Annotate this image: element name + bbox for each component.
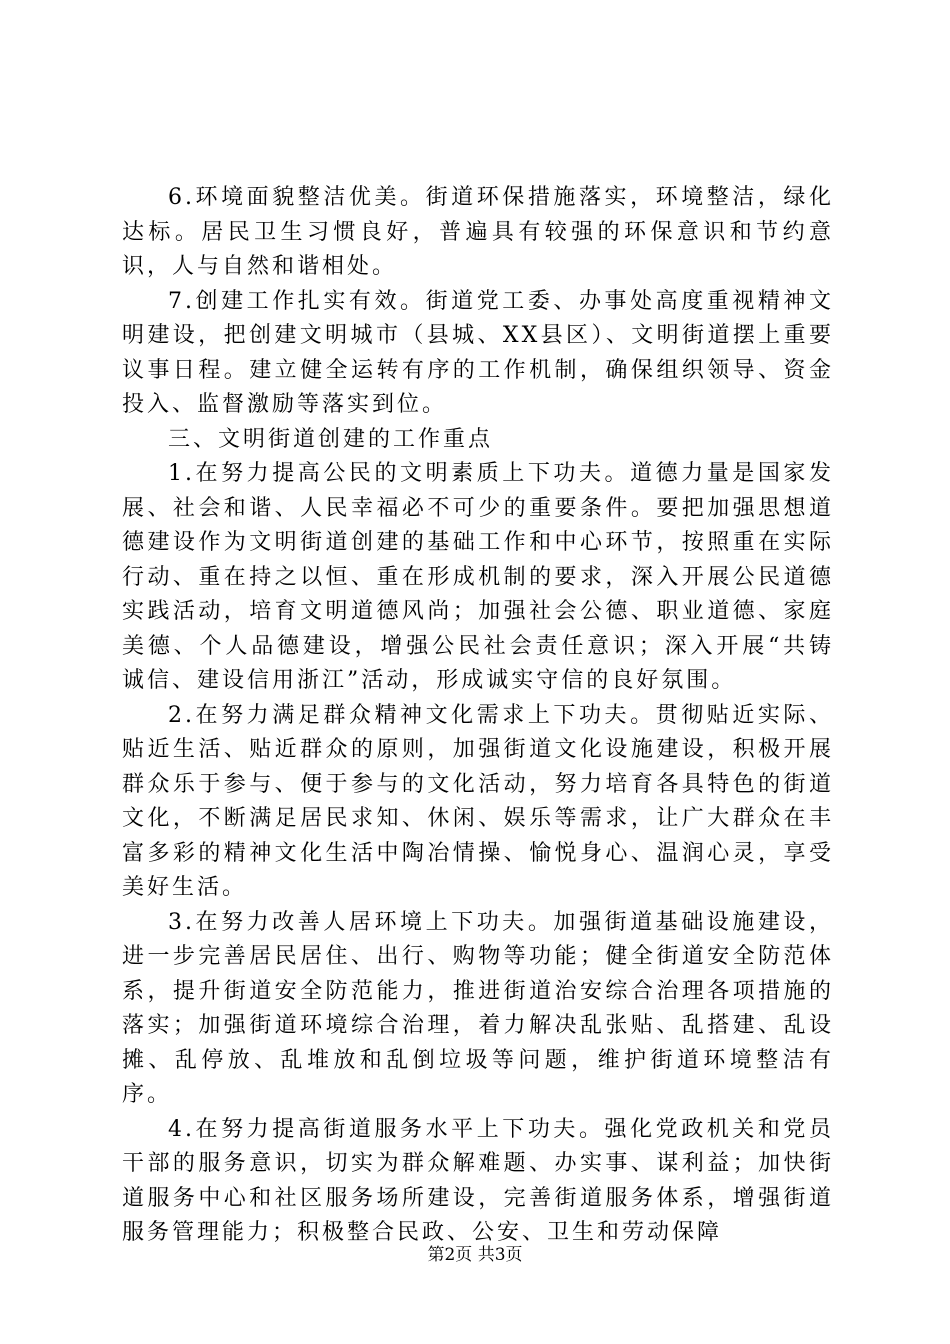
- paragraph-point-3: 3.在努力改善人居环境上下功夫。加强街道基础设施建设，进一步完善居民居住、出行、购物等功能；健全街道安全防范体系，提升街道安全防范能力，推进街道治安综合治理各项措施的落实；加强街道环境综合治理，着力解决乱张贴、乱搭建、乱设摊、乱停放、乱堆放和乱倒垃圾等问题，维护街道环境整洁有序。: [122, 909, 834, 1107]
- paragraph-point-1: 1.在努力提高公民的文明素质上下功夫。道德力量是国家发展、社会和谐、人民幸福必不可少的重要条件。要把加强思想道德建设作为文明街道创建的基础工作和中心环节，按照重在实际行动、重在持之以恒、重在形成机制的要求，深入开展公民道德实践活动，培育文明道德风尚；加强社会公德、职业道德、家庭美德、个人品德建设，增强公民社会责任意识；深入开展“共铸诚信、建设信用浙江”活动，形成诚实守信的良好氛围。: [122, 461, 834, 693]
- paragraph-point-4: 4.在努力提高街道服务水平上下功夫。强化党政机关和党员干部的服务意识，切实为群众解难题、办实事、谋利益；加快街道服务中心和社区服务场所建设，完善街道服务体系，增强街道服务管理能力；积极整合民政、公安、卫生和劳动保障: [122, 1116, 834, 1245]
- paragraph-item-7: 7.创建工作扎实有效。街道党工委、办事处高度重视精神文明建设，把创建文明城市（县城、XX县区）、文明街道摆上重要议事日程。建立健全运转有序的工作机制，确保组织领导、资金投入、监督激励等落实到位。: [122, 288, 834, 417]
- paragraph-point-2: 2.在努力满足群众精神文化需求上下功夫。贯彻贴近实际、贴近生活、贴近群众的原则，加强街道文化设施建设，积极开展群众乐于参与、便于参与的文化活动，努力培育各具特色的街道文化，不断满足居民求知、休闲、娱乐等需求，让广大群众在丰富多彩的精神文化生活中陶冶情操、愉悦身心、温润心灵，享受美好生活。: [122, 702, 834, 900]
- section-heading: 三、文明街道创建的工作重点: [168, 426, 494, 452]
- page-footer: 第2页 共3页: [427, 1245, 523, 1265]
- paragraph-item-6: 6.环境面貌整洁优美。街道环保措施落实，环境整洁，绿化达标。居民卫生习惯良好，普遍具有较强的环保意识和节约意识，人与自然和谐相处。: [122, 185, 834, 279]
- document-body: [122, 181, 834, 1251]
